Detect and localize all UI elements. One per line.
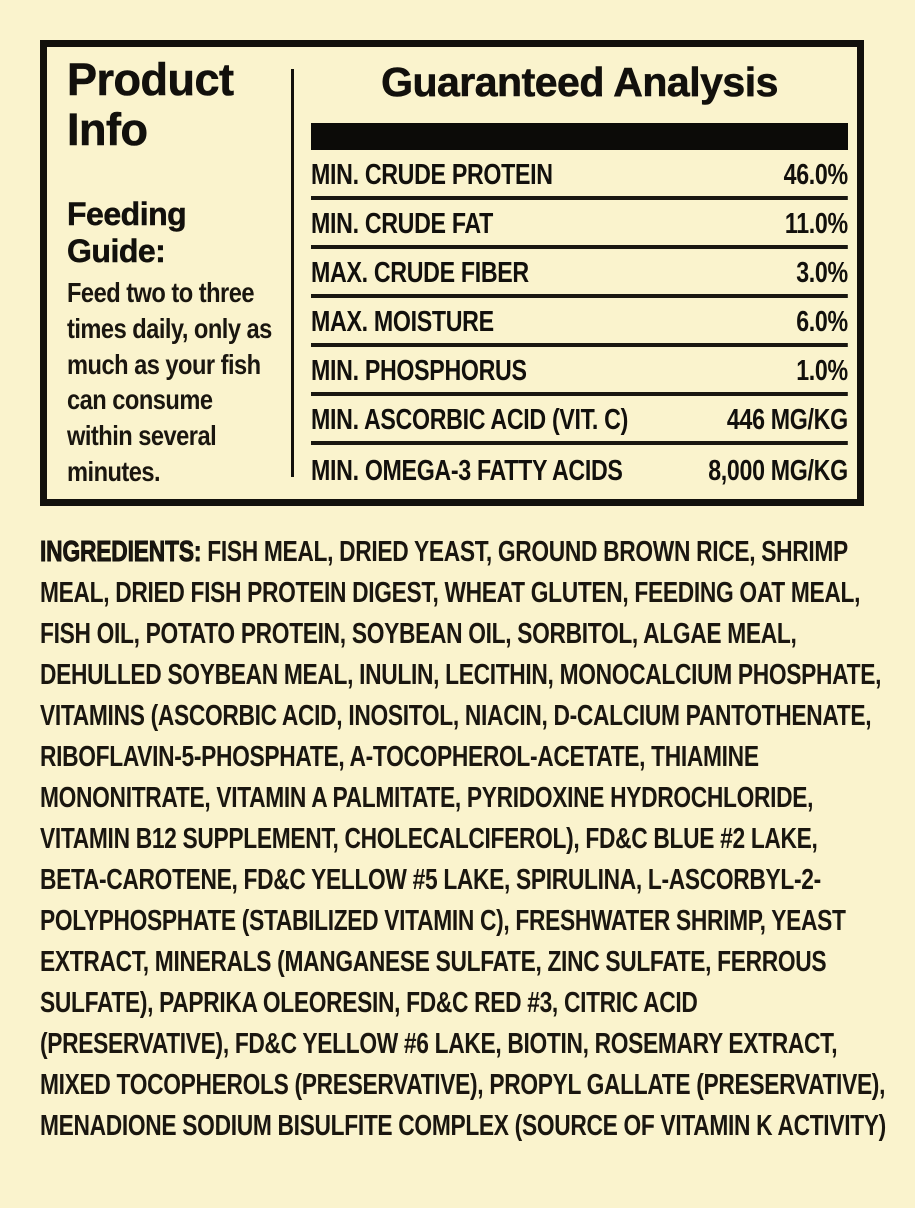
analysis-row-label: MIN. OMEGA-3 FATTY ACIDS xyxy=(311,454,623,487)
analysis-row-label: MAX. CRUDE FIBER xyxy=(311,256,529,289)
header-bar xyxy=(311,123,848,150)
analysis-row-value: 6.0% xyxy=(796,305,848,338)
ingredients-section xyxy=(40,532,885,1147)
analysis-row xyxy=(311,396,848,445)
product-info-title: Product Info xyxy=(67,54,234,156)
feeding-guide-heading: Feeding Guide: xyxy=(67,195,187,269)
analysis-row-label: MAX. MOISTURE xyxy=(311,305,494,338)
analysis-row-label: MIN. PHOSPHORUS xyxy=(311,354,527,387)
analysis-row xyxy=(311,151,848,200)
analysis-row-label: MIN. CRUDE PROTEIN xyxy=(311,158,553,191)
analysis-row-value: 446 MG/KG xyxy=(726,403,848,436)
analysis-row-label: MIN. CRUDE FAT xyxy=(311,207,493,240)
analysis-row-value: 46.0% xyxy=(783,158,848,191)
analysis-row xyxy=(311,298,848,347)
guaranteed-analysis-title: Guaranteed Analysis xyxy=(381,59,778,105)
ingredients-text: FISH MEAL, DRIED YEAST, GROUND BROWN RICE, SHRIMP MEAL, DRIED FISH PROTEIN DIGEST, WHEAT GLUTEN, FEEDING OAT MEAL, FISH OIL, POTATO PROTEIN, SOYBEAN OIL, SORBITOL, ALGAE MEAL, DEHULLED SOYBEAN MEAL, INULIN, LECITHIN, MONOCALCIUM PHOSPHATE, VITAMINS (ASCORBIC ACID, INOSITOL, NIACIN, D-CALCIUM PANTOTHENATE, RIBOFLAVIN-5-PHOSPHATE, A-TOCOPHEROL-ACETATE, THIAMINE MONONITRATE, VITAMIN A PALMITATE, PYRIDOXINE HYDROCHLORIDE, VITAMIN B12 SUPPLEMENT, CHOLECALCIFEROL), FD&C BLUE #2 LAKE, BETA-CAROTENE, FD&C YELLOW #5 LAKE, SPIRULINA, L-ASCORBYL-2-POLYPHOSPHATE (STABILIZED VITAMIN C), FRESHWATER SHRIMP, YEAST EXTRACT, MINERALS (MANGANESE SULFATE, ZINC SULFATE, FERROUS SULFATE), PAPRIKA OLEORESIN, FD&C RED #3, CITRIC ACID (PRESERVATIVE), FD&C YELLOW #6 LAKE, BIOTIN, ROSEMARY EXTRACT, MIXED TOCOPHEROLS (PRESERVATIVE), PROPYL GALLATE (PRESERVATIVE), MENADIONE SODIUM BISULFITE COMPLEX (SOURCE OF VITAMIN K ACTIVITY) xyxy=(40,536,886,1142)
guaranteed-analysis-column xyxy=(294,47,857,499)
product-info-column xyxy=(47,47,291,499)
analysis-row xyxy=(311,200,848,249)
analysis-row xyxy=(311,445,848,494)
ingredients-label: INGREDIENTS: xyxy=(40,536,202,568)
analysis-row-value: 11.0% xyxy=(784,207,848,240)
analysis-row-value: 1.0% xyxy=(796,354,848,387)
ingredients-paragraph xyxy=(40,532,886,1147)
analysis-table xyxy=(311,151,848,494)
feeding-guide-text: Feed two to three times daily, only as much as your fish can consume within several minutes. xyxy=(67,277,272,487)
analysis-row xyxy=(311,347,848,396)
analysis-row xyxy=(311,249,848,298)
analysis-row-value: 3.0% xyxy=(796,256,848,289)
analysis-row-label: MIN. ASCORBIC ACID (VIT. C) xyxy=(311,403,629,436)
info-analysis-panel xyxy=(40,40,864,506)
analysis-row-value: 8,000 MG/KG xyxy=(708,454,848,487)
